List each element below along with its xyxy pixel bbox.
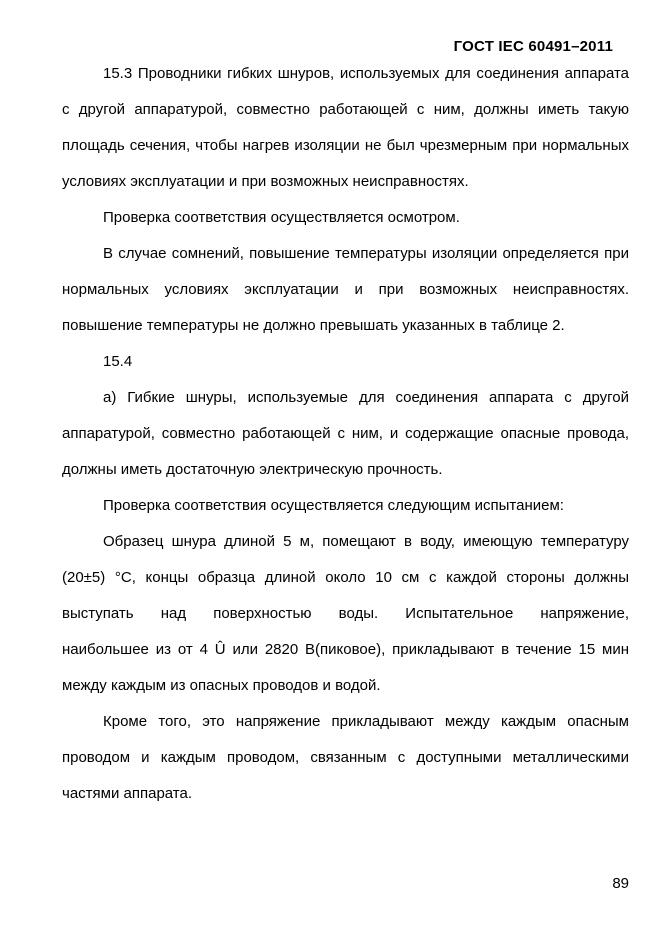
paragraph-temperature-limit: повышение температуры не должно превышать указанных в таблице 2. [62,317,565,334]
page-number: 89 [612,875,629,892]
paragraph-15-4-a: а) Гибкие шнуры, используемые для соединения аппарата с другой аппаратурой, совместно работающей с ним, и содержащие опасные провода, должны иметь достаточную электрическую прочность. [62,389,629,478]
paragraph-15-3: 15.3 Проводники гибких шнуров, используемых для соединения аппарата с другой аппаратурой, совместно работающей с ним, должны иметь такую площадь сечения, чтобы нагрев изоляции не был чрезмерным при нормальных условиях эксплуатации и при возможных неисправностях. [62,65,629,190]
paragraph-test-intro: Проверка соответствия осуществляется следующим испытанием: [103,497,564,514]
document-standard-header: ГОСТ IEC 60491–2011 [453,38,613,55]
document-body [62,56,629,812]
paragraph-15-4: 15.4 [103,353,133,370]
paragraph-sample: Образец шнура длиной 5 м, помещают в воду, имеющую температуру (20±5) °С, концы образца длиной около 10 см с каждой стороны должны выступать над поверхностью воды. Испытательное напряжение, [62,533,629,622]
paragraph-additional: Кроме того, это напряжение прикладывают между каждым опасным проводом и каждым проводом, связанным с доступными металлическими частями аппарата. [62,713,629,802]
paragraph-inspection: Проверка соответствия осуществляется осмотром. [103,209,460,226]
paragraph-doubt: В случае сомнений, повышение температуры изоляции определяется при нормальных условиях эксплуатации и при возможных неисправностях. [62,245,629,298]
paragraph-test-voltage: наибольшее из от 4 Û или 2820 В(пиковое), прикладывают в течение 15 мин между каждым из опасных проводов и водой. [62,641,629,694]
